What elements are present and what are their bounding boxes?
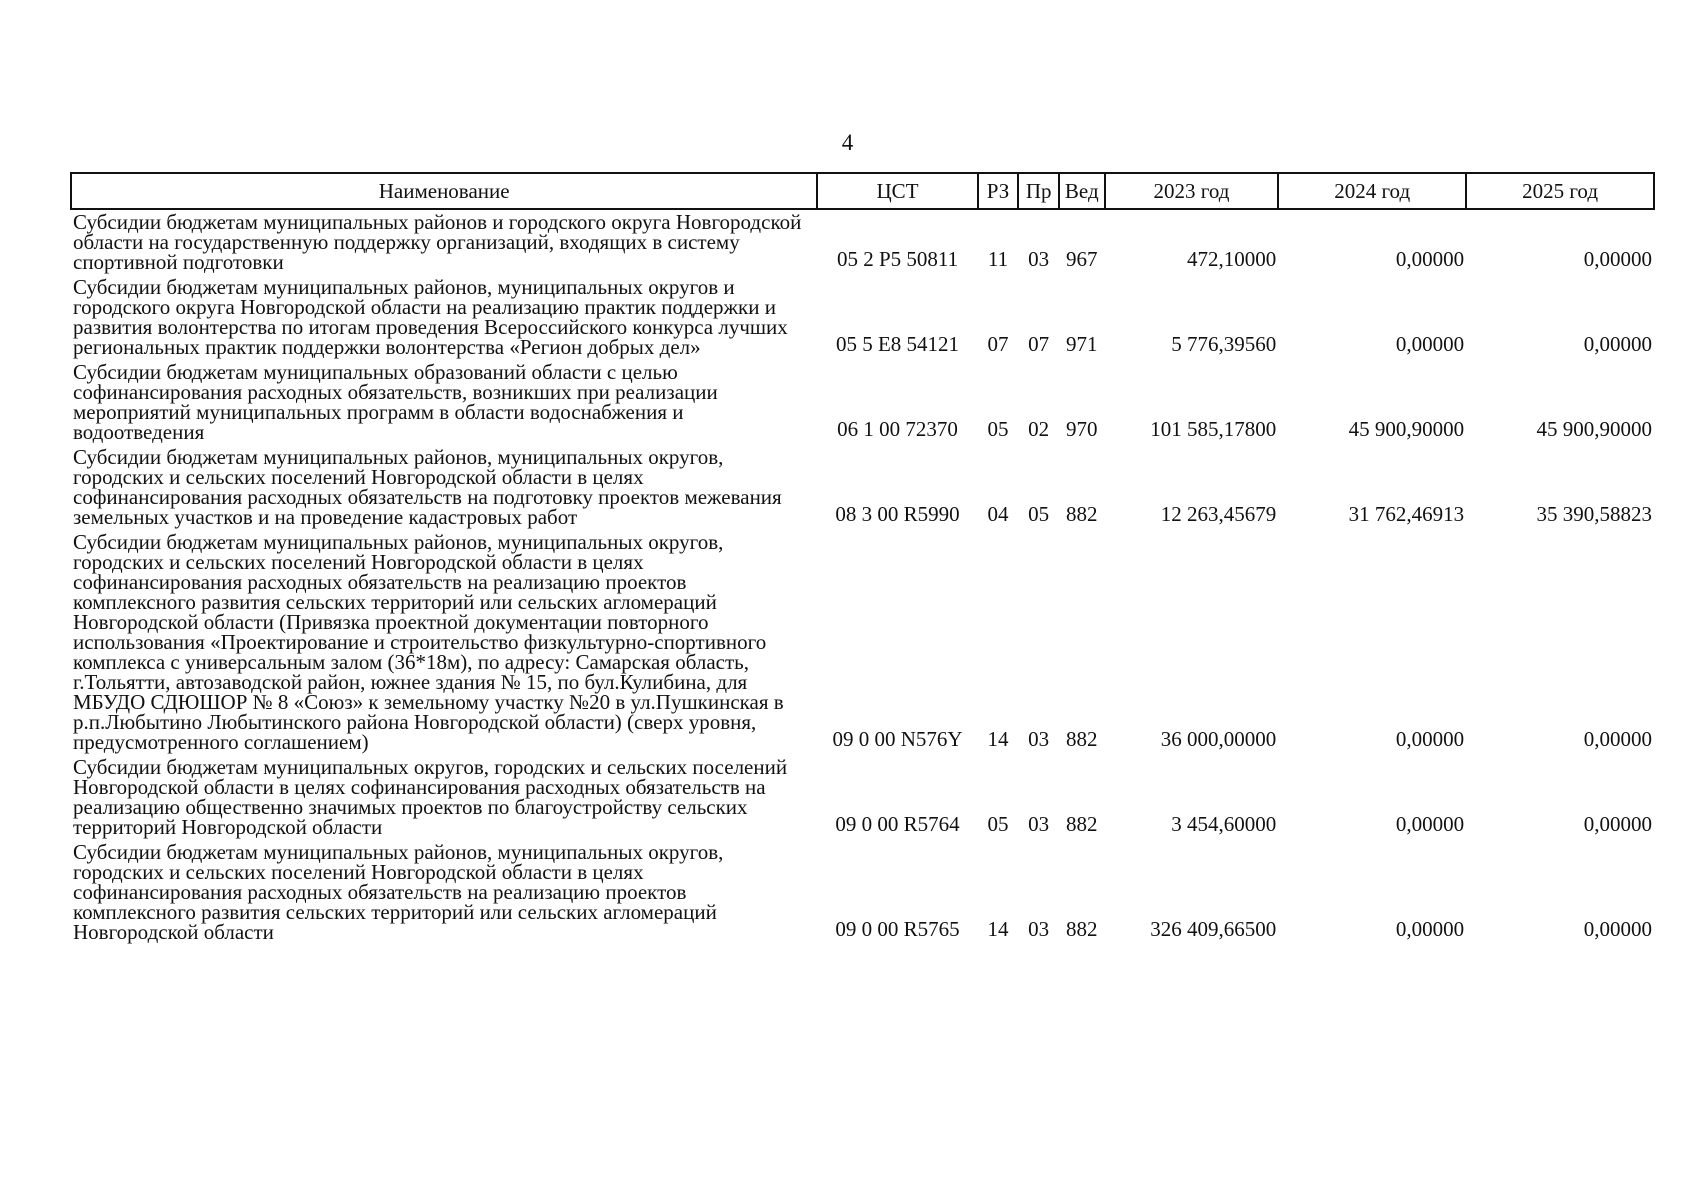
- row-amount-2025: 0,00000: [1583, 727, 1652, 751]
- row-cst: 05 2 P5 50811: [836, 247, 959, 271]
- column-header-2024: 2024 год: [1278, 173, 1466, 209]
- row-rz: 04: [987, 502, 1009, 526]
- row-amount-2025: 0,00000: [1583, 917, 1652, 941]
- table-row: [71, 755, 1654, 840]
- row-cst: 09 0 00 R5765: [835, 917, 960, 941]
- column-header-pr: Пр: [1018, 173, 1059, 209]
- row-name: Субсидии бюджетам муниципальных районов, муниципальных округов, городских и сельских поселений Новгородской области в целях софинансирования расходных обязательств на подготовку проектов межевания земельных участков и на проведение кадастровых работ: [73, 445, 782, 529]
- row-rz: 11: [987, 247, 1009, 271]
- row-amount-2023: 101 585,17800: [1150, 417, 1277, 441]
- table-row: [71, 445, 1654, 530]
- row-amount-2023: 326 409,66500: [1150, 917, 1277, 941]
- row-amount-2024: 0,00000: [1395, 917, 1465, 941]
- table-row: [71, 530, 1654, 755]
- row-cst: 09 0 00 N576Y: [832, 727, 963, 751]
- row-ved: 882: [1066, 917, 1098, 941]
- row-amount-2024: 45 900,90000: [1348, 417, 1465, 441]
- row-amount-2025: 0,00000: [1583, 332, 1652, 356]
- row-ved: 970: [1066, 417, 1098, 441]
- column-header-ved: Вед: [1059, 173, 1105, 209]
- row-pr: 03: [1028, 812, 1050, 836]
- column-header-rz: РЗ: [978, 173, 1019, 209]
- row-ved: 971: [1066, 332, 1098, 356]
- row-amount-2024: 0,00000: [1395, 247, 1465, 271]
- table-header-row: [71, 173, 1654, 209]
- row-rz: 05: [987, 417, 1009, 441]
- row-amount-2024: 0,00000: [1395, 332, 1465, 356]
- row-pr: 03: [1028, 917, 1050, 941]
- row-name: Субсидии бюджетам муниципальных районов, муниципальных округов, городских и сельских поселений Новгородской области в целях софинансирования расходных обязательств на реализацию проектов комплексного развития сельских территорий или сельских агломераций Новгородской области (Привязка проектной документации повторного использования «Проектирование и строительство физкультурно-спортивного комплекса с универсальным залом (36*18м), по адресу: Самарская область, г.Тольятти, автозаводской район, южнее здания № 15, по бул.Кулибина, для МБУДО СДЮШОР № 8 «Союз» к земельному участку №20 в ул.Пушкинская в р.п.Любытино Любытинского района Новгородской области) (сверх уровня, предусмотренного соглашением): [73, 530, 784, 754]
- column-header-2025: 2025 год: [1466, 173, 1654, 209]
- row-ved: 882: [1066, 812, 1098, 836]
- row-amount-2025: 0,00000: [1583, 247, 1652, 271]
- row-amount-2023: 36 000,00000: [1160, 727, 1277, 751]
- row-cst: 06 1 00 72370: [837, 417, 958, 441]
- row-amount-2023: 472,10000: [1187, 247, 1277, 271]
- table-row: [71, 209, 1654, 275]
- row-cst: 09 0 00 R5764: [835, 812, 960, 836]
- row-ved: 967: [1066, 247, 1098, 271]
- budget-table: [70, 172, 1655, 945]
- row-name: Субсидии бюджетам муниципальных образований области с целью софинансирования расходных обязательств, возникших при реализации мероприятий муниципальных программ в области водоснабжения и водоотведения: [73, 360, 718, 444]
- row-amount-2023: 5 776,39560: [1171, 332, 1277, 356]
- row-pr: 03: [1028, 247, 1050, 271]
- table-row: [71, 360, 1654, 445]
- row-pr: 05: [1028, 502, 1050, 526]
- row-amount-2023: 3 454,60000: [1171, 812, 1277, 836]
- row-pr: 07: [1028, 332, 1050, 356]
- row-pr: 03: [1028, 727, 1050, 751]
- table-row: [71, 840, 1654, 945]
- row-rz: 14: [987, 727, 1009, 751]
- row-cst: 08 3 00 R5990: [835, 502, 960, 526]
- row-amount-2025: 0,00000: [1583, 812, 1652, 836]
- row-rz: 14: [987, 917, 1009, 941]
- row-amount-2023: 12 263,45679: [1160, 502, 1277, 526]
- row-amount-2025: 45 900,90000: [1536, 417, 1652, 441]
- row-name: Субсидии бюджетам муниципальных районов, муниципальных округов, городских и сельских поселений Новгородской области в целях софинансирования расходных обязательств на реализацию проектов комплексного развития сельских территорий или сельских агломераций Новгородской области: [73, 840, 724, 944]
- row-cst: 05 5 E8 54121: [835, 332, 960, 356]
- row-amount-2025: 35 390,58823: [1536, 502, 1652, 526]
- column-header-2023: 2023 год: [1105, 173, 1279, 209]
- row-amount-2024: 0,00000: [1395, 812, 1465, 836]
- page-number: 4: [841, 130, 854, 155]
- row-amount-2024: 31 762,46913: [1348, 502, 1465, 526]
- row-rz: 05: [987, 812, 1009, 836]
- row-name: Субсидии бюджетам муниципальных районов, муниципальных округов и городского округа Новгородской области на реализацию практик поддержки и развития волонтерства по итогам проведения Всероссийского конкурса лучших региональных практик поддержки волонтерства «Регион добрых дел»: [73, 275, 788, 359]
- column-header-cst: ЦСТ: [817, 173, 977, 209]
- row-ved: 882: [1066, 727, 1098, 751]
- table-row: [71, 275, 1654, 360]
- row-pr: 02: [1028, 417, 1050, 441]
- row-name: Субсидии бюджетам муниципальных округов, городских и сельских поселений Новгородской области в целях софинансирования расходных обязательств на реализацию общественно значимых проектов по благоустройству сельских территорий Новгородской области: [73, 755, 788, 839]
- row-ved: 882: [1066, 502, 1098, 526]
- row-rz: 07: [987, 332, 1009, 356]
- column-header-name: Наименование: [71, 173, 817, 209]
- row-amount-2024: 0,00000: [1395, 727, 1465, 751]
- row-name: Субсидии бюджетам муниципальных районов и городского округа Новгородской области на государственную поддержку организаций, входящих в систему спортивной подготовки: [73, 210, 802, 274]
